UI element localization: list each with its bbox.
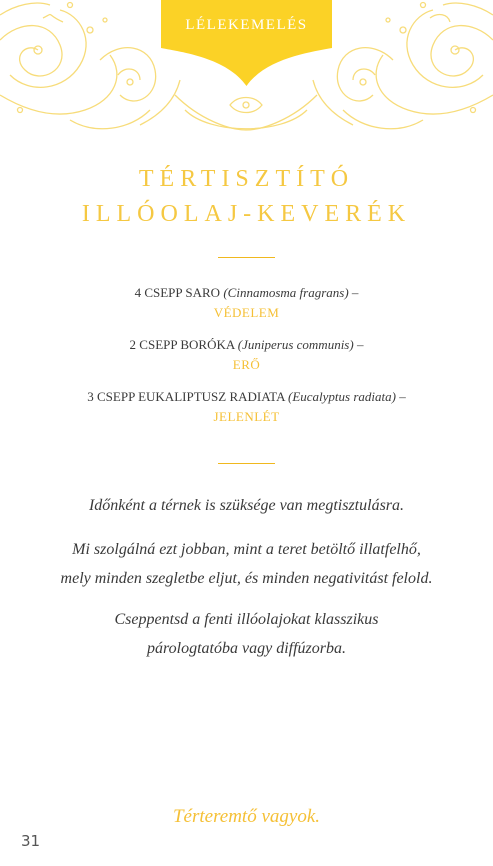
paragraph-line: mely minden szegletbe eljut, és minden negativitást felold. [60, 570, 433, 587]
paragraph-line: Időnként a térnek is szüksége van megtisztulásra. [88, 497, 405, 514]
page-title-line-1: TÉRTISZTÍTÓ [138, 166, 355, 192]
divider-bottom [218, 463, 275, 464]
section-label: LÉLEKEMELÉS [185, 17, 308, 33]
paragraph-line: Mi szolgálná ezt jobban, mint a teret betöltő illatfelhő, [72, 541, 421, 558]
ingredient-virtue: JELENLÉT [213, 409, 280, 424]
ingredient-dash: – [348, 285, 359, 300]
ingredient-latin: (Cinnamosma fragrans) [223, 285, 349, 300]
ingredient-dash: – [353, 337, 364, 352]
body-paragraph [0, 535, 493, 593]
paragraph-line: Cseppentsd a fenti illóolajokat klasszikus [114, 611, 379, 628]
ingredient-name: 4 CSEPP SARO [134, 285, 221, 300]
ingredient-latin: (Eucalyptus radiata) [288, 389, 396, 404]
ingredient-name: 2 CSEPP BORÓKA [129, 337, 235, 352]
body-paragraph [0, 491, 493, 520]
ingredient-virtue: ERŐ [232, 357, 261, 372]
page-number: 31 [21, 832, 41, 850]
ingredient-dash: – [395, 389, 406, 404]
ingredient-line [0, 285, 493, 301]
ingredient-latin: (Juniperus communis) [237, 337, 354, 352]
body-paragraph [0, 605, 493, 663]
header-banner-shape [161, 0, 332, 86]
tagline: Térteremtő vagyok. [172, 806, 321, 827]
divider-top [218, 257, 275, 258]
ingredient-line [0, 389, 493, 405]
ingredient-virtue: VÉDELEM [213, 305, 280, 320]
ingredient-line [0, 337, 493, 353]
ingredient-name: 3 CSEPP EUKALIPTUSZ RADIATA [87, 389, 285, 404]
paragraph-line: párologtatóba vagy diffúzorba. [147, 640, 346, 657]
page-title-line-2: ILLÓOLAJ-KEVERÉK [81, 201, 412, 227]
